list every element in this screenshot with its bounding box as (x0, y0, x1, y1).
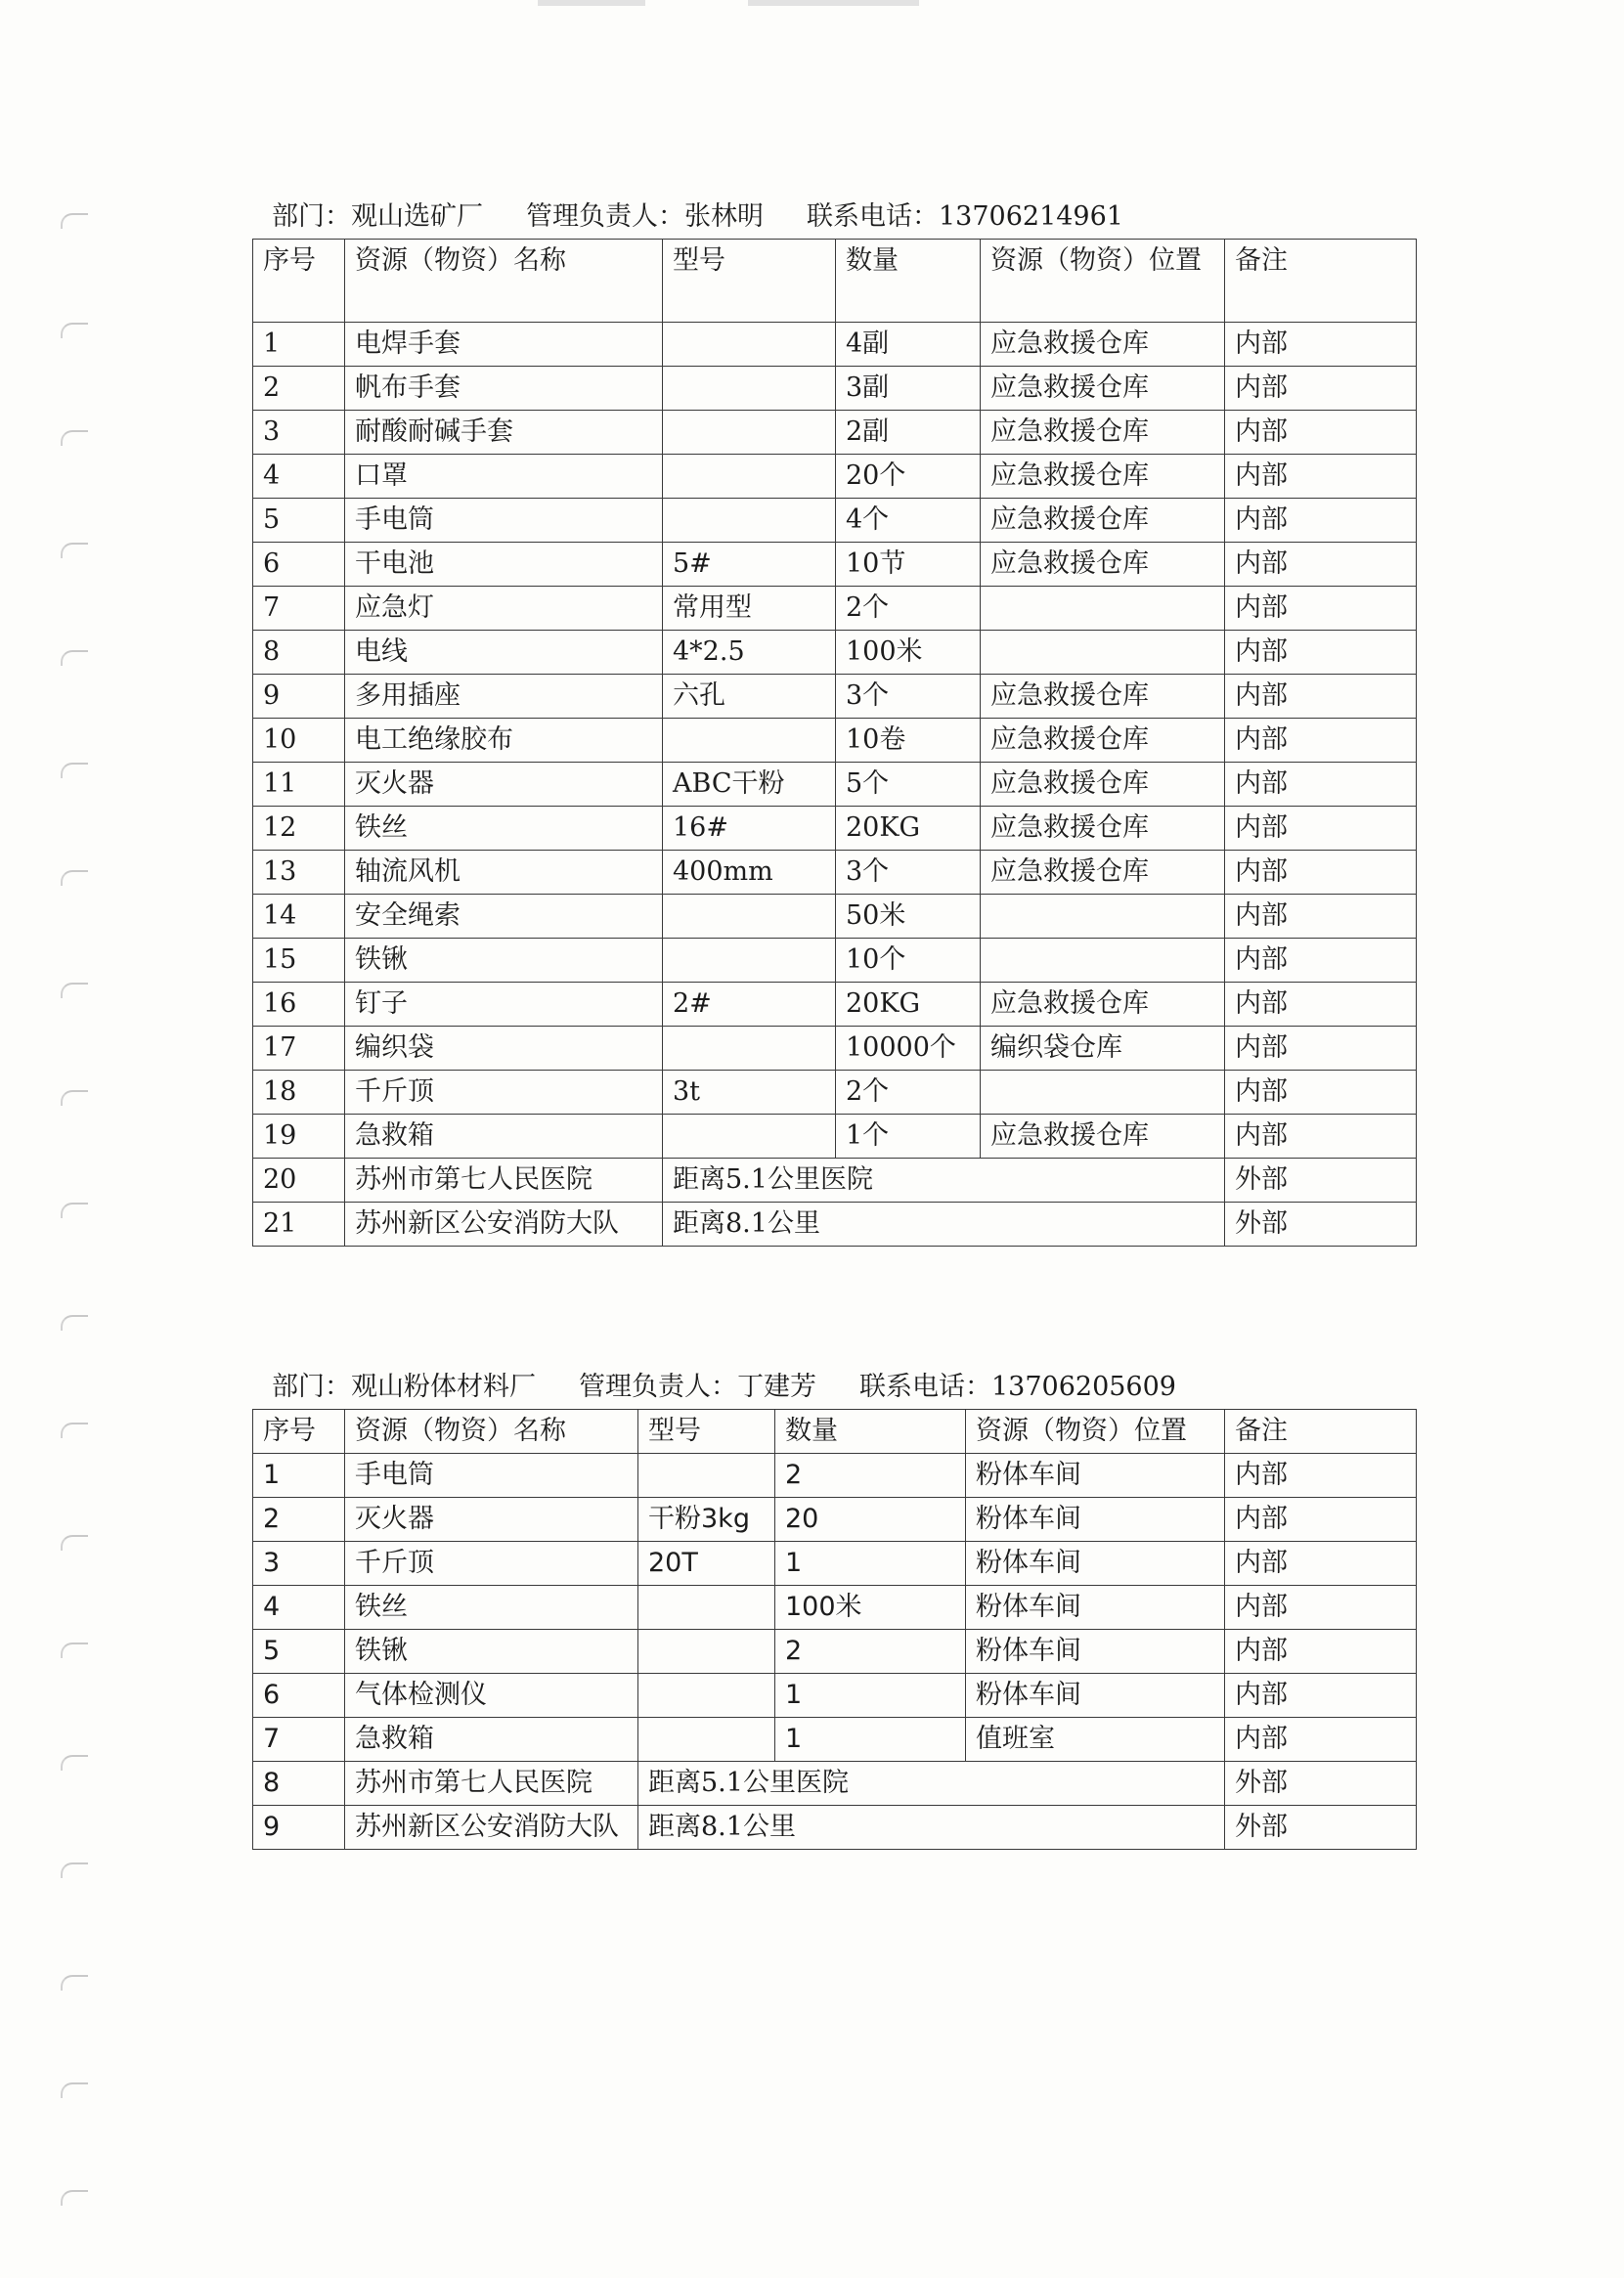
cell-no: 20 (253, 1159, 345, 1203)
cell-no: 9 (253, 675, 345, 719)
cell-no: 4 (253, 455, 345, 499)
binding-hole (61, 1643, 88, 1658)
cell-qty: 4个 (836, 499, 981, 543)
cell-location: 粉体车间 (966, 1542, 1225, 1586)
cell-name: 编织袋 (345, 1027, 663, 1071)
header-note: 备注 (1225, 1410, 1417, 1454)
cell-no: 1 (253, 1454, 345, 1498)
cell-qty: 100米 (836, 631, 981, 675)
cell-qty: 2 (775, 1454, 966, 1498)
binding-hole (61, 323, 88, 338)
binding-hole (61, 213, 88, 229)
cell-name: 苏州市第七人民医院 (345, 1159, 663, 1203)
table-row (253, 1498, 1417, 1542)
table-row (253, 587, 1417, 631)
cell-no: 19 (253, 1115, 345, 1159)
table-row (253, 939, 1417, 983)
phone-number: 13706205609 (991, 1372, 1176, 1402)
binding-hole (61, 983, 88, 998)
table-row (253, 895, 1417, 939)
cell-name: 铁丝 (345, 1586, 638, 1630)
cell-no: 8 (253, 1762, 345, 1806)
cell-model (663, 1027, 836, 1071)
cell-note: 内部 (1225, 455, 1417, 499)
cell-note: 内部 (1225, 895, 1417, 939)
cell-model: 16# (663, 807, 836, 851)
table-row (253, 411, 1417, 455)
cell-qty: 2副 (836, 411, 981, 455)
binding-hole (61, 1315, 88, 1331)
cell-note: 内部 (1225, 1498, 1417, 1542)
cell-note: 内部 (1225, 851, 1417, 895)
cell-no: 15 (253, 939, 345, 983)
cell-note: 内部 (1225, 983, 1417, 1027)
cell-location: 编织袋仓库 (981, 1027, 1225, 1071)
cell-no: 2 (253, 1498, 345, 1542)
cell-name: 电工绝缘胶布 (345, 719, 663, 763)
cell-name: 安全绳索 (345, 895, 663, 939)
cell-location: 应急救援仓库 (981, 323, 1225, 367)
cell-location: 应急救援仓库 (981, 543, 1225, 587)
header-name: 资源（物资）名称 (345, 240, 663, 323)
section1-header (272, 196, 1123, 239)
cell-note: 内部 (1225, 719, 1417, 763)
header-name: 资源（物资）名称 (345, 1410, 638, 1454)
phone-label: 联系电话： (859, 1372, 991, 1402)
binding-hole (61, 1203, 88, 1218)
binding-hole (61, 430, 88, 446)
cell-location: 应急救援仓库 (981, 455, 1225, 499)
cell-model: ABC干粉 (663, 763, 836, 807)
cell-model (663, 323, 836, 367)
cell-location (981, 895, 1225, 939)
cell-qty: 3个 (836, 675, 981, 719)
binding-hole (61, 650, 88, 666)
cell-note: 内部 (1225, 1115, 1417, 1159)
phone-label: 联系电话： (807, 201, 939, 232)
cell-note: 内部 (1225, 543, 1417, 587)
manager-name: 丁建芳 (737, 1372, 816, 1402)
manager-name: 张林明 (684, 201, 764, 232)
cell-location: 粉体车间 (966, 1454, 1225, 1498)
cell-location (981, 587, 1225, 631)
table-row (253, 983, 1417, 1027)
table-row (253, 763, 1417, 807)
cell-location (981, 631, 1225, 675)
cell-model (638, 1586, 775, 1630)
header-model: 型号 (663, 240, 836, 323)
cell-distance: 距离8.1公里 (638, 1806, 1225, 1850)
cell-note: 内部 (1225, 631, 1417, 675)
cell-note: 内部 (1225, 323, 1417, 367)
scan-mark (748, 0, 919, 6)
binding-hole (61, 2190, 88, 2206)
cell-qty: 1 (775, 1542, 966, 1586)
cell-no: 9 (253, 1806, 345, 1850)
table-row (253, 631, 1417, 675)
cell-note: 内部 (1225, 411, 1417, 455)
cell-qty: 20KG (836, 807, 981, 851)
cell-note: 内部 (1225, 1718, 1417, 1762)
cell-location: 应急救援仓库 (981, 367, 1225, 411)
table-row-external (253, 1159, 1417, 1203)
cell-name: 帆布手套 (345, 367, 663, 411)
cell-name: 手电筒 (345, 499, 663, 543)
cell-no: 21 (253, 1203, 345, 1247)
cell-no: 4 (253, 1586, 345, 1630)
table-row (253, 1454, 1417, 1498)
binding-hole (61, 1090, 88, 1106)
table-header-row (253, 240, 1417, 323)
cell-note: 内部 (1225, 807, 1417, 851)
cell-name: 应急灯 (345, 587, 663, 631)
cell-name: 轴流风机 (345, 851, 663, 895)
table-row (253, 675, 1417, 719)
cell-no: 5 (253, 499, 345, 543)
cell-name: 铁锹 (345, 1630, 638, 1674)
cell-qty: 100米 (775, 1586, 966, 1630)
cell-name: 灭火器 (345, 1498, 638, 1542)
header-qty: 数量 (836, 240, 981, 323)
cell-note: 内部 (1225, 675, 1417, 719)
cell-location: 值班室 (966, 1718, 1225, 1762)
cell-model (663, 499, 836, 543)
header-location: 资源（物资）位置 (981, 240, 1225, 323)
cell-note: 内部 (1225, 1542, 1417, 1586)
cell-name: 钉子 (345, 983, 663, 1027)
cell-qty: 10节 (836, 543, 981, 587)
header-no: 序号 (253, 1410, 345, 1454)
table-row (253, 1586, 1417, 1630)
header-model: 型号 (638, 1410, 775, 1454)
cell-qty: 3个 (836, 851, 981, 895)
cell-model: 六孔 (663, 675, 836, 719)
cell-no: 3 (253, 411, 345, 455)
cell-model (663, 455, 836, 499)
cell-location: 应急救援仓库 (981, 807, 1225, 851)
header-note: 备注 (1225, 240, 1417, 323)
cell-location: 应急救援仓库 (981, 719, 1225, 763)
cell-model: 常用型 (663, 587, 836, 631)
binding-hole (61, 1423, 88, 1438)
cell-qty: 1个 (836, 1115, 981, 1159)
cell-location: 应急救援仓库 (981, 851, 1225, 895)
cell-no: 7 (253, 1718, 345, 1762)
cell-model (638, 1630, 775, 1674)
cell-name: 铁锹 (345, 939, 663, 983)
manager-label: 管理负责人： (579, 1372, 737, 1402)
cell-note: 内部 (1225, 1674, 1417, 1718)
cell-note: 内部 (1225, 367, 1417, 411)
cell-no: 2 (253, 367, 345, 411)
cell-model (663, 367, 836, 411)
cell-note: 内部 (1225, 763, 1417, 807)
cell-no: 16 (253, 983, 345, 1027)
cell-location: 粉体车间 (966, 1586, 1225, 1630)
cell-name: 电线 (345, 631, 663, 675)
phone-number: 13706214961 (939, 201, 1123, 232)
binding-hole (61, 870, 88, 886)
cell-qty: 2个 (836, 587, 981, 631)
cell-location: 应急救援仓库 (981, 675, 1225, 719)
table-row (253, 1115, 1417, 1159)
cell-model: 4*2.5 (663, 631, 836, 675)
scan-mark (538, 0, 645, 6)
cell-qty: 4副 (836, 323, 981, 367)
table-row (253, 1027, 1417, 1071)
cell-qty: 2 (775, 1630, 966, 1674)
section2-header (272, 1366, 1176, 1409)
cell-no: 6 (253, 1674, 345, 1718)
cell-note: 内部 (1225, 1027, 1417, 1071)
cell-model (663, 719, 836, 763)
department-name: 观山选矿厂 (351, 201, 483, 232)
cell-location: 粉体车间 (966, 1630, 1225, 1674)
table-row (253, 807, 1417, 851)
cell-model (663, 1115, 836, 1159)
binding-hole (61, 1862, 88, 1878)
cell-name: 灭火器 (345, 763, 663, 807)
binding-hole (61, 1535, 88, 1551)
header-location: 资源（物资）位置 (966, 1410, 1225, 1454)
binding-hole (61, 2082, 88, 2098)
table-row (253, 543, 1417, 587)
manager-label: 管理负责人： (526, 201, 684, 232)
cell-name: 耐酸耐碱手套 (345, 411, 663, 455)
cell-qty: 10卷 (836, 719, 981, 763)
cell-model (638, 1454, 775, 1498)
department-label: 部门： (272, 201, 351, 232)
table-row (253, 1071, 1417, 1115)
cell-model (663, 939, 836, 983)
cell-name: 气体检测仪 (345, 1674, 638, 1718)
cell-name: 苏州新区公安消防大队 (345, 1806, 638, 1850)
binding-hole (61, 1755, 88, 1771)
cell-note: 内部 (1225, 499, 1417, 543)
cell-no: 12 (253, 807, 345, 851)
table-row (253, 851, 1417, 895)
table-row (253, 1674, 1417, 1718)
header-qty: 数量 (775, 1410, 966, 1454)
cell-no: 14 (253, 895, 345, 939)
cell-location (981, 1071, 1225, 1115)
table-row (253, 323, 1417, 367)
cell-distance: 距离5.1公里医院 (638, 1762, 1225, 1806)
department-label: 部门： (272, 1372, 351, 1402)
cell-model: 20T (638, 1542, 775, 1586)
cell-name: 苏州新区公安消防大队 (345, 1203, 663, 1247)
cell-name: 电焊手套 (345, 323, 663, 367)
cell-qty: 20个 (836, 455, 981, 499)
cell-model: 干粉3kg (638, 1498, 775, 1542)
cell-note: 内部 (1225, 587, 1417, 631)
cell-qty: 3副 (836, 367, 981, 411)
table-row (253, 1630, 1417, 1674)
cell-no: 7 (253, 587, 345, 631)
cell-name: 多用插座 (345, 675, 663, 719)
cell-qty: 50米 (836, 895, 981, 939)
header-no: 序号 (253, 240, 345, 323)
cell-name: 急救箱 (345, 1115, 663, 1159)
cell-name: 急救箱 (345, 1718, 638, 1762)
cell-note: 内部 (1225, 1630, 1417, 1674)
table-row (253, 455, 1417, 499)
table-row (253, 1718, 1417, 1762)
cell-name: 铁丝 (345, 807, 663, 851)
cell-qty: 1 (775, 1674, 966, 1718)
cell-no: 6 (253, 543, 345, 587)
resource-table-1 (252, 239, 1417, 1247)
department-name: 观山粉体材料厂 (351, 1372, 536, 1402)
cell-note: 内部 (1225, 939, 1417, 983)
table-row (253, 1542, 1417, 1586)
cell-note: 内部 (1225, 1454, 1417, 1498)
cell-note: 外部 (1225, 1159, 1417, 1203)
table-header-row (253, 1410, 1417, 1454)
cell-note: 内部 (1225, 1071, 1417, 1115)
table-row-external (253, 1203, 1417, 1247)
cell-no: 1 (253, 323, 345, 367)
cell-location: 粉体车间 (966, 1674, 1225, 1718)
cell-qty: 10000个 (836, 1027, 981, 1071)
cell-no: 5 (253, 1630, 345, 1674)
cell-location: 应急救援仓库 (981, 763, 1225, 807)
table-row-external (253, 1806, 1417, 1850)
cell-model (663, 895, 836, 939)
table-row (253, 367, 1417, 411)
cell-note: 外部 (1225, 1806, 1417, 1850)
cell-location: 应急救援仓库 (981, 411, 1225, 455)
cell-qty: 20KG (836, 983, 981, 1027)
cell-distance: 距离8.1公里 (663, 1203, 1225, 1247)
cell-note: 外部 (1225, 1203, 1417, 1247)
binding-hole (61, 1975, 88, 1991)
cell-model (638, 1674, 775, 1718)
cell-note: 外部 (1225, 1762, 1417, 1806)
table-row (253, 499, 1417, 543)
cell-qty: 10个 (836, 939, 981, 983)
resource-table-2 (252, 1409, 1417, 1850)
cell-no: 8 (253, 631, 345, 675)
cell-location: 应急救援仓库 (981, 1115, 1225, 1159)
table-row (253, 719, 1417, 763)
cell-location: 应急救援仓库 (981, 499, 1225, 543)
cell-no: 13 (253, 851, 345, 895)
cell-model (663, 411, 836, 455)
table-row-external (253, 1762, 1417, 1806)
cell-no: 10 (253, 719, 345, 763)
cell-name: 苏州市第七人民医院 (345, 1762, 638, 1806)
cell-model: 400mm (663, 851, 836, 895)
cell-model (638, 1718, 775, 1762)
cell-location (981, 939, 1225, 983)
cell-note: 内部 (1225, 1586, 1417, 1630)
cell-qty: 2个 (836, 1071, 981, 1115)
cell-no: 18 (253, 1071, 345, 1115)
cell-no: 3 (253, 1542, 345, 1586)
cell-name: 口罩 (345, 455, 663, 499)
cell-distance: 距离5.1公里医院 (663, 1159, 1225, 1203)
cell-name: 干电池 (345, 543, 663, 587)
cell-name: 千斤顶 (345, 1071, 663, 1115)
binding-hole (61, 543, 88, 558)
cell-model: 2# (663, 983, 836, 1027)
cell-no: 17 (253, 1027, 345, 1071)
cell-location: 应急救援仓库 (981, 983, 1225, 1027)
cell-qty: 5个 (836, 763, 981, 807)
binding-hole (61, 763, 88, 778)
cell-no: 11 (253, 763, 345, 807)
cell-model: 3t (663, 1071, 836, 1115)
cell-location: 粉体车间 (966, 1498, 1225, 1542)
cell-qty: 1 (775, 1718, 966, 1762)
cell-qty: 20 (775, 1498, 966, 1542)
cell-name: 千斤顶 (345, 1542, 638, 1586)
cell-model: 5# (663, 543, 836, 587)
cell-name: 手电筒 (345, 1454, 638, 1498)
